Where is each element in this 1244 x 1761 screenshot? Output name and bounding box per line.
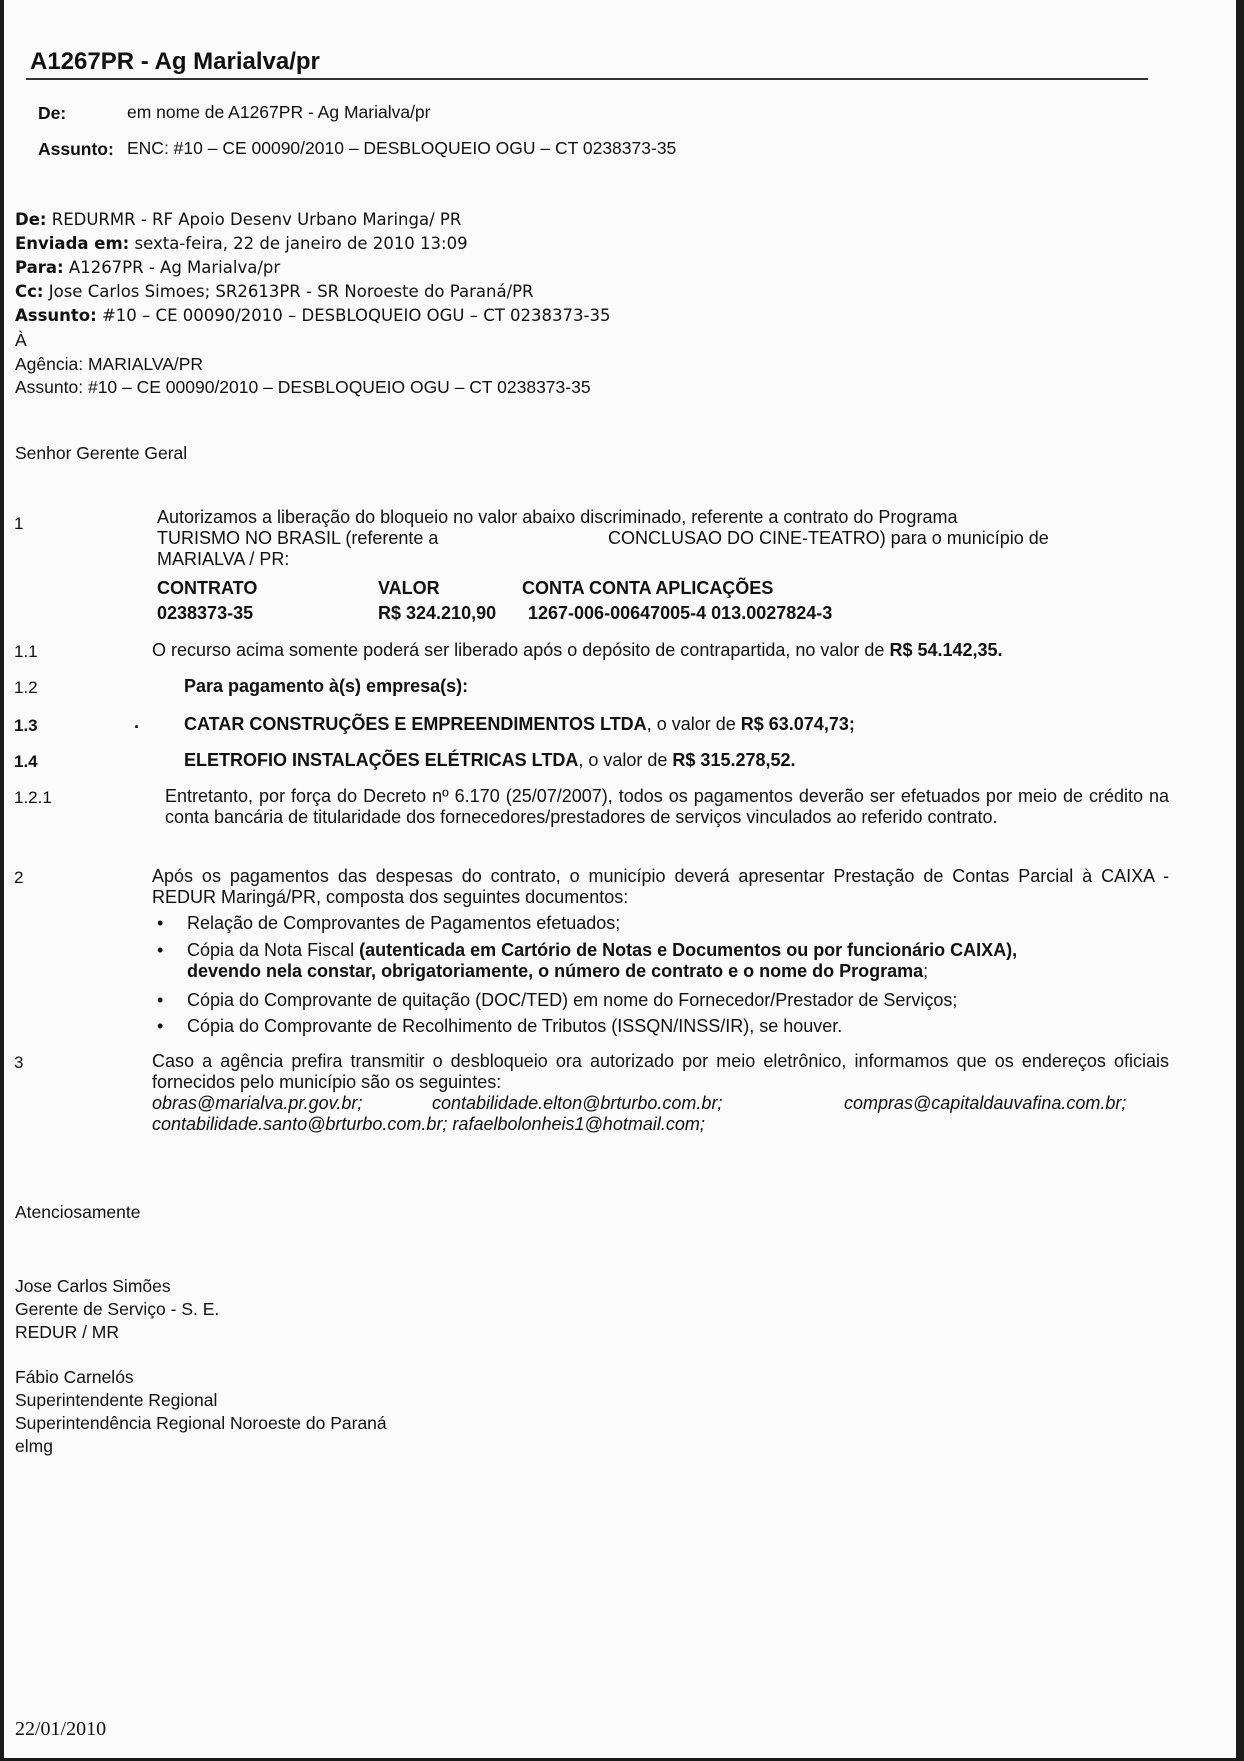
- table-cell-valor: R$ 324.210,90: [378, 603, 497, 623]
- item-1-4: [184, 750, 796, 771]
- item-1-2: Para pagamento à(s) empresa(s):: [184, 676, 469, 696]
- signature-1-role: Gerente de Serviço - S. E.: [15, 1299, 220, 1319]
- email-link-3[interactable]: compras@capitaldauvafina.com.br;: [844, 1093, 1127, 1113]
- bullet-4: Cópia do Comprovante de Recolhimento de Tributos (ISSQN/INSS/IR), se houver.: [187, 1016, 843, 1036]
- fwd-cc-value: Jose Carlos Simoes; SR2613PR - SR Noroeste do Paraná/PR: [48, 282, 534, 301]
- item-1-1-value: R$ 54.142,35.: [889, 640, 1003, 660]
- fwd-from: [15, 210, 461, 229]
- fwd-to-label: Para:: [15, 258, 64, 277]
- signature-1-name: Jose Carlos Simões: [15, 1276, 171, 1296]
- address-subject: Assunto: #10 – CE 00090/2010 – DESBLOQUEIO OGU – CT 0238373-35: [15, 377, 591, 397]
- fwd-cc: [15, 282, 534, 301]
- footer-date: 22/01/2010: [15, 1718, 107, 1740]
- email-title: A1267PR - Ag Marialva/pr: [30, 48, 320, 75]
- item-1-1: [152, 640, 1003, 661]
- bullet-2-d: ;: [923, 961, 929, 981]
- header-rule: [26, 78, 1148, 80]
- item-1-4-mid: , o valor de: [578, 750, 668, 770]
- from-label: De:: [38, 103, 67, 123]
- bullet-dot: •: [157, 1016, 164, 1036]
- fwd-subject-value: #10 – CE 00090/2010 – DESBLOQUEIO OGU – CT 0238373-35: [101, 306, 611, 325]
- table-header-conta: CONTA CONTA APLICAÇÕES: [522, 578, 774, 598]
- item-number: 3: [14, 1053, 24, 1072]
- item-1-1-text: O recurso acima somente poderá ser liberado após o depósito de contrapartida, no valor de: [152, 640, 885, 660]
- fwd-sent: [15, 234, 468, 253]
- table-cell-contrato: 0238373-35: [157, 603, 254, 623]
- signature-2-role: Superintendente Regional: [15, 1390, 218, 1410]
- salutation: Senhor Gerente Geral: [15, 443, 188, 463]
- item-1-line1: Autorizamos a liberação do bloqueio no valor abaixo discriminado, referente a contrato do Programa: [157, 507, 958, 527]
- item-number: 1.1: [14, 642, 38, 661]
- initials: elmg: [15, 1436, 53, 1456]
- item-1-4-value: R$ 315.278,52.: [672, 750, 796, 770]
- bullet-2: [187, 940, 1017, 982]
- email-link-4[interactable]: contabilidade.santo@brturbo.com.br; rafaelbolonheis1@hotmail.com;: [152, 1114, 705, 1134]
- email-link-1[interactable]: obras@marialva.pr.gov.br;: [152, 1093, 363, 1113]
- subject-value: ENC: #10 – CE 00090/2010 – DESBLOQUEIO OGU – CT 0238373-35: [127, 138, 677, 158]
- bullet-dot: •: [157, 913, 164, 933]
- bullet-2-b: (autenticada em Cartório de Notas e Documentos ou por funcionário CAIXA),: [359, 940, 1018, 960]
- fwd-sent-label: Enviada em:: [15, 234, 130, 253]
- table-header-contrato: CONTRATO: [157, 578, 258, 598]
- bullet-2-a: Cópia da Nota Fiscal: [187, 940, 355, 960]
- document-page: [4, 0, 1236, 1758]
- item-number: 1.2.1: [14, 788, 52, 807]
- item-number: 1.2: [14, 678, 38, 697]
- item-1-2-1: Entretanto, por força do Decreto nº 6.170 (25/07/2007), todos os pagamentos deverão ser efetuados por meio de crédito na conta bancária de titularidade dos fornecedores/prestadores de serviços vinculados ao referido contrato.: [165, 786, 1169, 827]
- bullet-2-c: devendo nela constar, obrigatoriamente, o número de contrato e o nome do Programa: [187, 961, 924, 981]
- item-1-line2a: TURISMO NO BRASIL (referente a: [157, 528, 439, 548]
- signature-2-name: Fábio Carnelós: [15, 1367, 134, 1387]
- table-cell-conta: 1267-006-00647005-4 013.0027824-3: [528, 603, 833, 623]
- item-1-line2b: CONCLUSAO DO CINE-TEATRO) para o município de: [608, 528, 1049, 548]
- item-1-3-value: R$ 63.074,73;: [740, 714, 855, 734]
- signature-1-unit: REDUR / MR: [15, 1322, 120, 1342]
- item-3: Caso a agência prefira transmitir o desbloqueio ora autorizado por meio eletrônico, informamos que os endereços oficiais fornecidos pelo município são os seguintes:: [152, 1051, 1169, 1092]
- fwd-to-value: A1267PR - Ag Marialva/pr: [68, 258, 281, 277]
- subject-label: Assunto:: [38, 139, 114, 159]
- bullet-dot: •: [157, 990, 164, 1010]
- fwd-sent-value: sexta-feira, 22 de janeiro de 2010 13:09: [134, 234, 468, 253]
- bullet-dot: •: [157, 940, 164, 960]
- address-to: À: [15, 330, 27, 350]
- item-number: 1.3: [14, 716, 38, 735]
- fwd-subject-label: Assunto:: [15, 306, 97, 325]
- fwd-to: [15, 258, 280, 277]
- item-2: Após os pagamentos das despesas do contrato, o município deverá apresentar Prestação de Contas Parcial à CAIXA - REDUR Maringá/PR, composta dos seguintes documentos:: [152, 866, 1169, 907]
- signature-2-unit: Superintendência Regional Noroeste do Paraná: [15, 1413, 387, 1433]
- bullet-3: Cópia do Comprovante de quitação (DOC/TED) em nome do Fornecedor/Prestador de Serviços;: [187, 990, 958, 1010]
- fwd-from-label: De:: [15, 210, 47, 229]
- bullet-dot: .: [134, 712, 140, 732]
- closing-regards: Atenciosamente: [15, 1202, 141, 1222]
- item-number: 2: [14, 868, 24, 887]
- email-link-2[interactable]: contabilidade.elton@brturbo.com.br;: [432, 1093, 723, 1113]
- item-1-3: [184, 714, 855, 735]
- fwd-from-value: REDURMR - RF Apoio Desenv Urbano Maringa/ PR: [51, 210, 462, 229]
- item-number: 1: [14, 514, 24, 533]
- fwd-cc-label: Cc:: [15, 282, 44, 301]
- item-number: 1.4: [14, 752, 38, 771]
- item-1-line3: MARIALVA / PR:: [157, 549, 290, 569]
- table-header-valor: VALOR: [378, 578, 440, 598]
- item-1-3-mid: , o valor de: [646, 714, 736, 734]
- from-value: em nome de A1267PR - Ag Marialva/pr: [127, 102, 431, 122]
- item-1-4-company: ELETROFIO INSTALAÇÕES ELÉTRICAS LTDA: [184, 750, 579, 770]
- item-1-3-company: CATAR CONSTRUÇÕES E EMPREENDIMENTOS LTDA: [184, 714, 647, 734]
- bullet-1: Relação de Comprovantes de Pagamentos efetuados;: [187, 913, 621, 933]
- fwd-subject: [15, 306, 611, 325]
- address-agency: Agência: MARIALVA/PR: [15, 354, 204, 374]
